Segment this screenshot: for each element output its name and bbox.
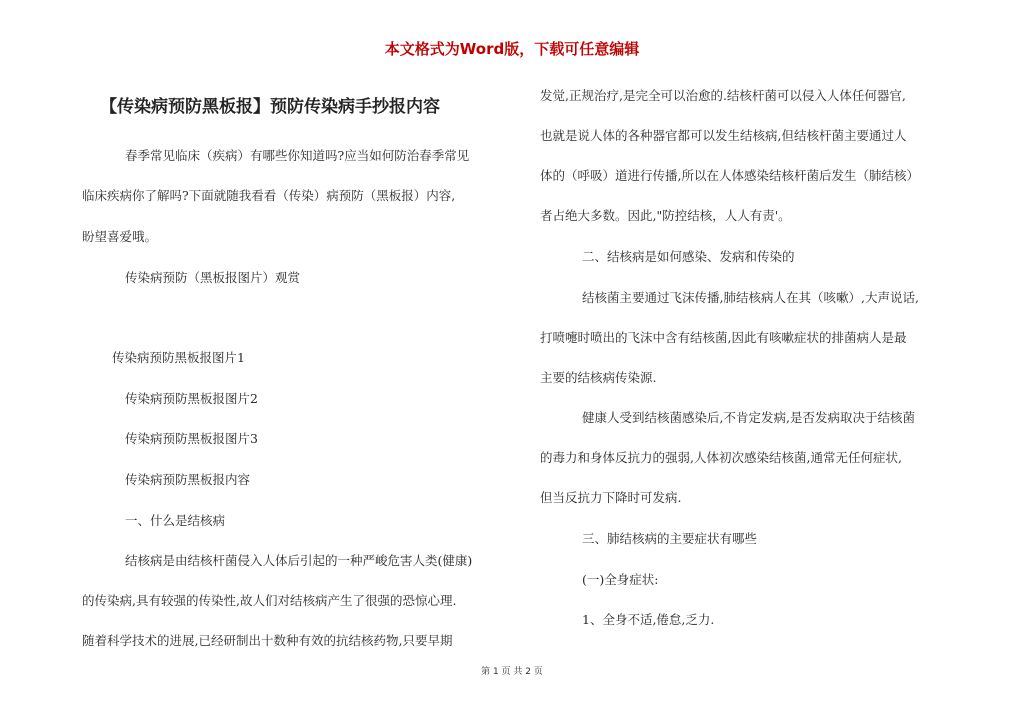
image-caption-1: 传染病预防黑板报图片1	[112, 350, 245, 365]
list-item-1: 1、全身不适,倦怠,乏力.	[582, 612, 715, 627]
section-3-heading: 三、肺结核病的主要症状有哪些	[582, 531, 758, 546]
section-2-heading: 二、结核病是如何感染、发病和传染的	[582, 249, 795, 264]
continued-line-4: 者占绝大多数。因此,"防控结核，人人有责'。	[540, 208, 791, 223]
section-2-para-2-line-3: 但当反抗力下降时可发病.	[540, 490, 682, 505]
section-2-para-1-line-1: 结核菌主要通过飞沫传播,肺结核病人在其（咳嗽）,大声说话,	[582, 290, 919, 305]
image-caption-3: 传染病预防黑板报图片3	[125, 431, 258, 446]
document-title: 【传染病预防黑板报】预防传染病手抄报内容	[100, 97, 440, 117]
section-2-para-2-line-2: 的毒力和身体反抗力的强弱,人体初次感染结核菌,通常无任何症状,	[540, 450, 902, 465]
continued-line-1: 发觉,正规治疗,是完全可以治愈的.结核杆菌可以侵入人体任何器官,	[540, 88, 906, 103]
continued-line-2: 也就是说人体的各种器官都可以发生结核病,但结核杆菌主要通过人	[540, 128, 907, 143]
section-1-heading: 一、什么是结核病	[125, 513, 226, 528]
section-2-para-2-line-1: 健康人受到结核菌感染后,不肯定发病,是否发病取决于结核菌	[582, 410, 915, 425]
image-caption-2: 传染病预防黑板报图片2	[125, 391, 258, 406]
intro-line-1: 春季常见临床（疾病）有哪些你知道吗?应当如何防治春季常见	[125, 148, 470, 163]
page-number-footer: 第 1 页 共 2 页	[481, 667, 543, 677]
intro-line-2: 临床疾病你了解吗?下面就随我看看（传染）病预防（黑板报）内容,	[82, 188, 456, 203]
intro-line-3: 盼望喜爱哦。	[82, 229, 158, 244]
section-2-para-1-line-3: 主要的结核病传染源.	[540, 370, 657, 385]
continued-line-3: 体的（呼吸）道进行传播,所以在人体感染结核杆菌后发生（肺结核）	[540, 168, 919, 183]
word-format-banner: 本文格式为Word版，下载可任意编辑	[384, 40, 640, 58]
section-1-line-2: 的传染病,具有较强的传染性,故人们对结核病产生了很强的恐惊心理.	[82, 593, 457, 608]
subsection-heading: (一)全身症状:	[582, 572, 659, 587]
gallery-heading: 传染病预防（黑板报图片）观赏	[125, 270, 301, 285]
content-heading: 传染病预防黑板报内容	[125, 472, 251, 487]
section-1-line-1: 结核病是由结核杆菌侵入人体后引起的一种严峻危害人类(健康)	[125, 553, 473, 568]
section-2-para-1-line-2: 打喷嚏时喷出的飞沫中含有结核菌,因此有咳嗽症状的排菌病人是最	[540, 330, 907, 345]
section-1-line-3: 随着科学技术的进展,已经研制出十数种有效的抗结核药物,只要早期	[82, 633, 453, 648]
